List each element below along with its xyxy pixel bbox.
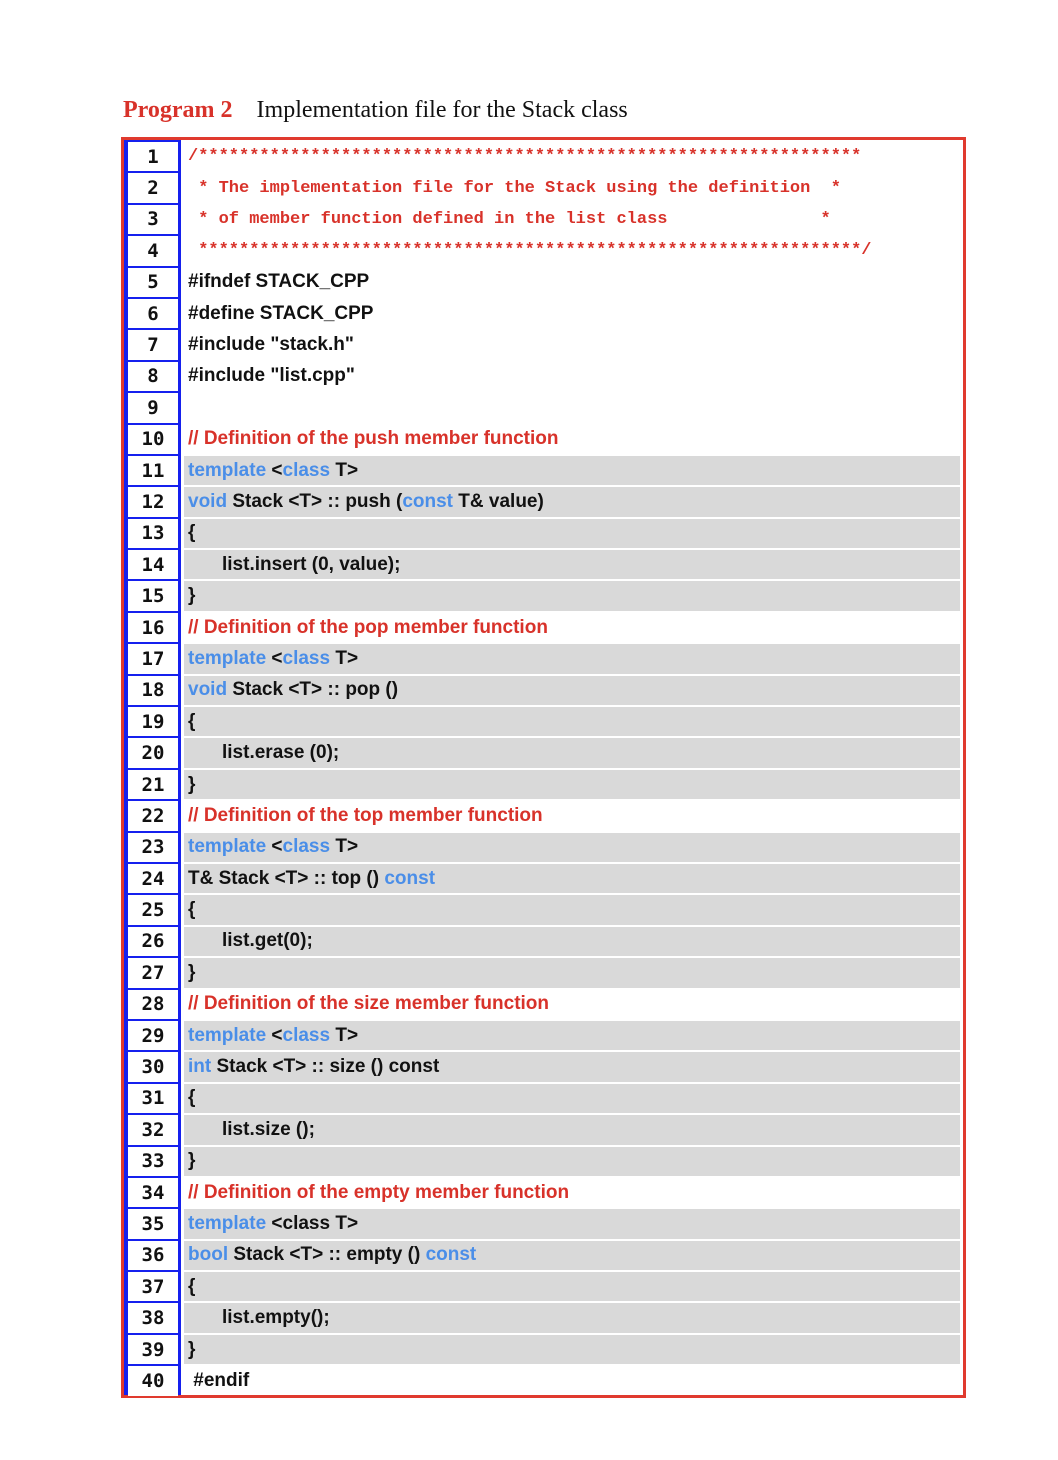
- line-number: 38: [128, 1303, 178, 1332]
- line-number: 31: [128, 1084, 178, 1113]
- line-number: 6: [128, 299, 178, 328]
- code-text: [184, 864, 960, 893]
- code-line: [124, 957, 963, 988]
- line-number: 8: [128, 362, 178, 391]
- code-keyword: class: [282, 1024, 331, 1046]
- code-text: [184, 581, 960, 610]
- code-token: // Definition of the top member function: [188, 804, 543, 826]
- code-keyword: template: [188, 1212, 267, 1234]
- line-number: 9: [128, 393, 178, 422]
- code-text: [184, 1052, 960, 1081]
- code-block-comment: [184, 173, 960, 202]
- code-line: [124, 329, 963, 360]
- code-text: [184, 1272, 960, 1301]
- code-token: T& Stack <T> :: top (): [188, 867, 385, 889]
- code-token: // Definition of the empty member function: [188, 1181, 570, 1203]
- code-comment: [184, 1178, 960, 1207]
- code-text: [184, 1335, 960, 1364]
- code-line: [124, 1051, 963, 1082]
- code-comment: [184, 801, 960, 830]
- line-number: 22: [128, 801, 178, 830]
- code-token: {: [188, 1087, 196, 1109]
- code-text: [184, 1366, 960, 1395]
- code-line: [124, 267, 963, 298]
- line-number: 13: [128, 519, 178, 548]
- line-number: 3: [128, 205, 178, 234]
- line-number: 7: [128, 330, 178, 359]
- code-token: #ifndef STACK_CPP: [188, 271, 370, 293]
- code-token: T>: [330, 836, 359, 858]
- line-number: 25: [128, 895, 178, 924]
- line-number: 17: [128, 644, 178, 673]
- code-token: // Definition of the push member function: [188, 428, 559, 450]
- code-token: <: [266, 459, 283, 481]
- code-text: [184, 1303, 960, 1332]
- code-token: #define STACK_CPP: [188, 302, 374, 324]
- code-line: [124, 832, 963, 863]
- code-text: [184, 550, 960, 579]
- line-number: 23: [128, 833, 178, 862]
- line-number: 36: [128, 1241, 178, 1270]
- line-number: 20: [128, 738, 178, 767]
- code-text: [184, 927, 960, 956]
- code-block-comment: [184, 236, 960, 265]
- code-line: [124, 392, 963, 423]
- code-token: {: [188, 522, 196, 544]
- code-keyword: const: [425, 1244, 477, 1266]
- code-keyword: class: [282, 836, 331, 858]
- code-line: [124, 769, 963, 800]
- code-keyword: template: [188, 647, 267, 669]
- code-text: [184, 393, 960, 422]
- code-token: list.size ();: [222, 1118, 315, 1140]
- line-number: 19: [128, 707, 178, 736]
- code-token: // Definition of the size member function: [188, 993, 550, 1015]
- line-number: 24: [128, 864, 178, 893]
- code-line: [124, 1020, 963, 1051]
- line-number: 28: [128, 990, 178, 1019]
- line-number: 12: [128, 487, 178, 516]
- code-token: }: [188, 585, 196, 607]
- line-number: 37: [128, 1272, 178, 1301]
- code-line: [124, 549, 963, 580]
- code-line: [124, 1146, 963, 1177]
- line-number: 5: [128, 268, 178, 297]
- code-line: [124, 298, 963, 329]
- code-token: list.erase (0);: [222, 742, 340, 764]
- code-line: [124, 737, 963, 768]
- code-line: [124, 486, 963, 517]
- code-lines: [124, 141, 963, 1397]
- code-block-comment: [184, 142, 960, 171]
- code-line: [124, 1302, 963, 1333]
- code-text: [184, 676, 960, 705]
- line-number: 21: [128, 770, 178, 799]
- line-number: 14: [128, 550, 178, 579]
- caption-title: Implementation file for the Stack class: [256, 97, 628, 123]
- code-token: }: [188, 1150, 196, 1172]
- line-number: 26: [128, 927, 178, 956]
- code-token: list.insert (0, value);: [222, 553, 401, 575]
- code-line: [124, 1083, 963, 1114]
- code-line: [124, 455, 963, 486]
- line-number: 32: [128, 1115, 178, 1144]
- code-text: [184, 456, 960, 485]
- code-line: [124, 424, 963, 455]
- code-token: T>: [330, 647, 359, 669]
- code-line: [124, 518, 963, 549]
- code-line: [124, 1177, 963, 1208]
- code-token: /*****************************************************************: [188, 147, 862, 167]
- code-keyword: class: [282, 647, 331, 669]
- code-keyword: class: [282, 459, 331, 481]
- code-comment: [184, 990, 960, 1019]
- code-token: T& value): [453, 490, 544, 512]
- code-line: [124, 580, 963, 611]
- code-line: [124, 863, 963, 894]
- code-token: }: [188, 773, 196, 795]
- code-line: [124, 235, 963, 266]
- code-token: T>: [330, 459, 359, 481]
- code-keyword: void: [188, 490, 228, 512]
- code-token: <: [266, 836, 283, 858]
- line-number: 29: [128, 1021, 178, 1050]
- code-token: <: [266, 1024, 283, 1046]
- code-token: #endif: [188, 1369, 250, 1391]
- code-line: [124, 926, 963, 957]
- line-number: 18: [128, 676, 178, 705]
- code-text: [184, 268, 960, 297]
- code-token: {: [188, 1275, 196, 1297]
- code-keyword: void: [188, 679, 228, 701]
- code-text: [184, 519, 960, 548]
- code-line: [124, 800, 963, 831]
- code-token: Stack <T> :: size () const: [211, 1056, 440, 1078]
- code-keyword: const: [402, 490, 454, 512]
- line-number: 16: [128, 613, 178, 642]
- code-keyword: template: [188, 459, 267, 481]
- code-token: }: [188, 961, 196, 983]
- code-text: [184, 1241, 960, 1270]
- code-block-comment: [184, 205, 960, 234]
- code-text: [184, 770, 960, 799]
- code-comment: [184, 425, 960, 454]
- code-text: [184, 330, 960, 359]
- code-comment: [184, 613, 960, 642]
- code-keyword: const: [384, 867, 436, 889]
- code-line: [124, 204, 963, 235]
- code-text: [184, 1147, 960, 1176]
- code-line: [124, 172, 963, 203]
- code-line: [124, 894, 963, 925]
- line-number: 10: [128, 425, 178, 454]
- code-token: #include "list.cpp": [188, 365, 355, 387]
- caption-label: Program 2: [123, 97, 233, 123]
- code-text: [184, 738, 960, 767]
- code-keyword: bool: [188, 1244, 229, 1266]
- code-listing: [121, 137, 966, 1398]
- line-number: 33: [128, 1147, 178, 1176]
- line-number: 15: [128, 581, 178, 610]
- code-token: list.get(0);: [222, 930, 313, 952]
- code-text: [184, 1209, 960, 1238]
- code-token: #include "stack.h": [188, 334, 354, 356]
- code-token: Stack <T> :: pop (): [227, 679, 399, 701]
- line-number: 30: [128, 1052, 178, 1081]
- code-text: [184, 1021, 960, 1050]
- code-line: [124, 643, 963, 674]
- code-text: [184, 299, 960, 328]
- code-line: [124, 1271, 963, 1302]
- code-text: [184, 833, 960, 862]
- code-keyword: int: [188, 1056, 212, 1078]
- line-number: 27: [128, 958, 178, 987]
- line-number: 2: [128, 173, 178, 202]
- code-text: [184, 487, 960, 516]
- program-caption: [123, 97, 628, 124]
- code-token: Stack <T> :: empty (): [228, 1244, 426, 1266]
- code-line: [124, 1365, 963, 1396]
- code-line: [124, 989, 963, 1020]
- code-token: <: [266, 647, 283, 669]
- code-line: [124, 141, 963, 172]
- code-text: [184, 707, 960, 736]
- line-number: 34: [128, 1178, 178, 1207]
- code-token: T>: [330, 1024, 359, 1046]
- code-line: [124, 612, 963, 643]
- code-token: }: [188, 1338, 196, 1360]
- code-text: [184, 362, 960, 391]
- code-token: Stack <T> :: push (: [227, 490, 403, 512]
- code-line: [124, 675, 963, 706]
- code-token: <class T>: [266, 1212, 359, 1234]
- line-number: 35: [128, 1209, 178, 1238]
- code-text: [184, 644, 960, 673]
- code-token: * The implementation file for the Stack using the definition *: [188, 178, 841, 198]
- code-token: // Definition of the pop member function: [188, 616, 548, 638]
- code-token: {: [188, 899, 196, 921]
- code-line: [124, 1114, 963, 1145]
- code-text: [184, 1115, 960, 1144]
- line-number: 4: [128, 236, 178, 265]
- line-number: 40: [128, 1366, 178, 1395]
- code-line: [124, 1334, 963, 1365]
- line-number: 1: [128, 142, 178, 171]
- code-text: [184, 895, 960, 924]
- code-keyword: template: [188, 836, 267, 858]
- line-number: 11: [128, 456, 178, 485]
- code-text: [184, 1084, 960, 1113]
- code-token: * of member function defined in the list class *: [188, 209, 831, 229]
- line-number: 39: [128, 1335, 178, 1364]
- code-token: list.empty();: [222, 1307, 330, 1329]
- code-line: [124, 1240, 963, 1271]
- code-line: [124, 706, 963, 737]
- code-text: [184, 958, 960, 987]
- code-token: *****************************************************************/: [188, 241, 872, 261]
- code-line: [124, 361, 963, 392]
- code-keyword: template: [188, 1024, 267, 1046]
- code-token: {: [188, 710, 196, 732]
- code-line: [124, 1208, 963, 1239]
